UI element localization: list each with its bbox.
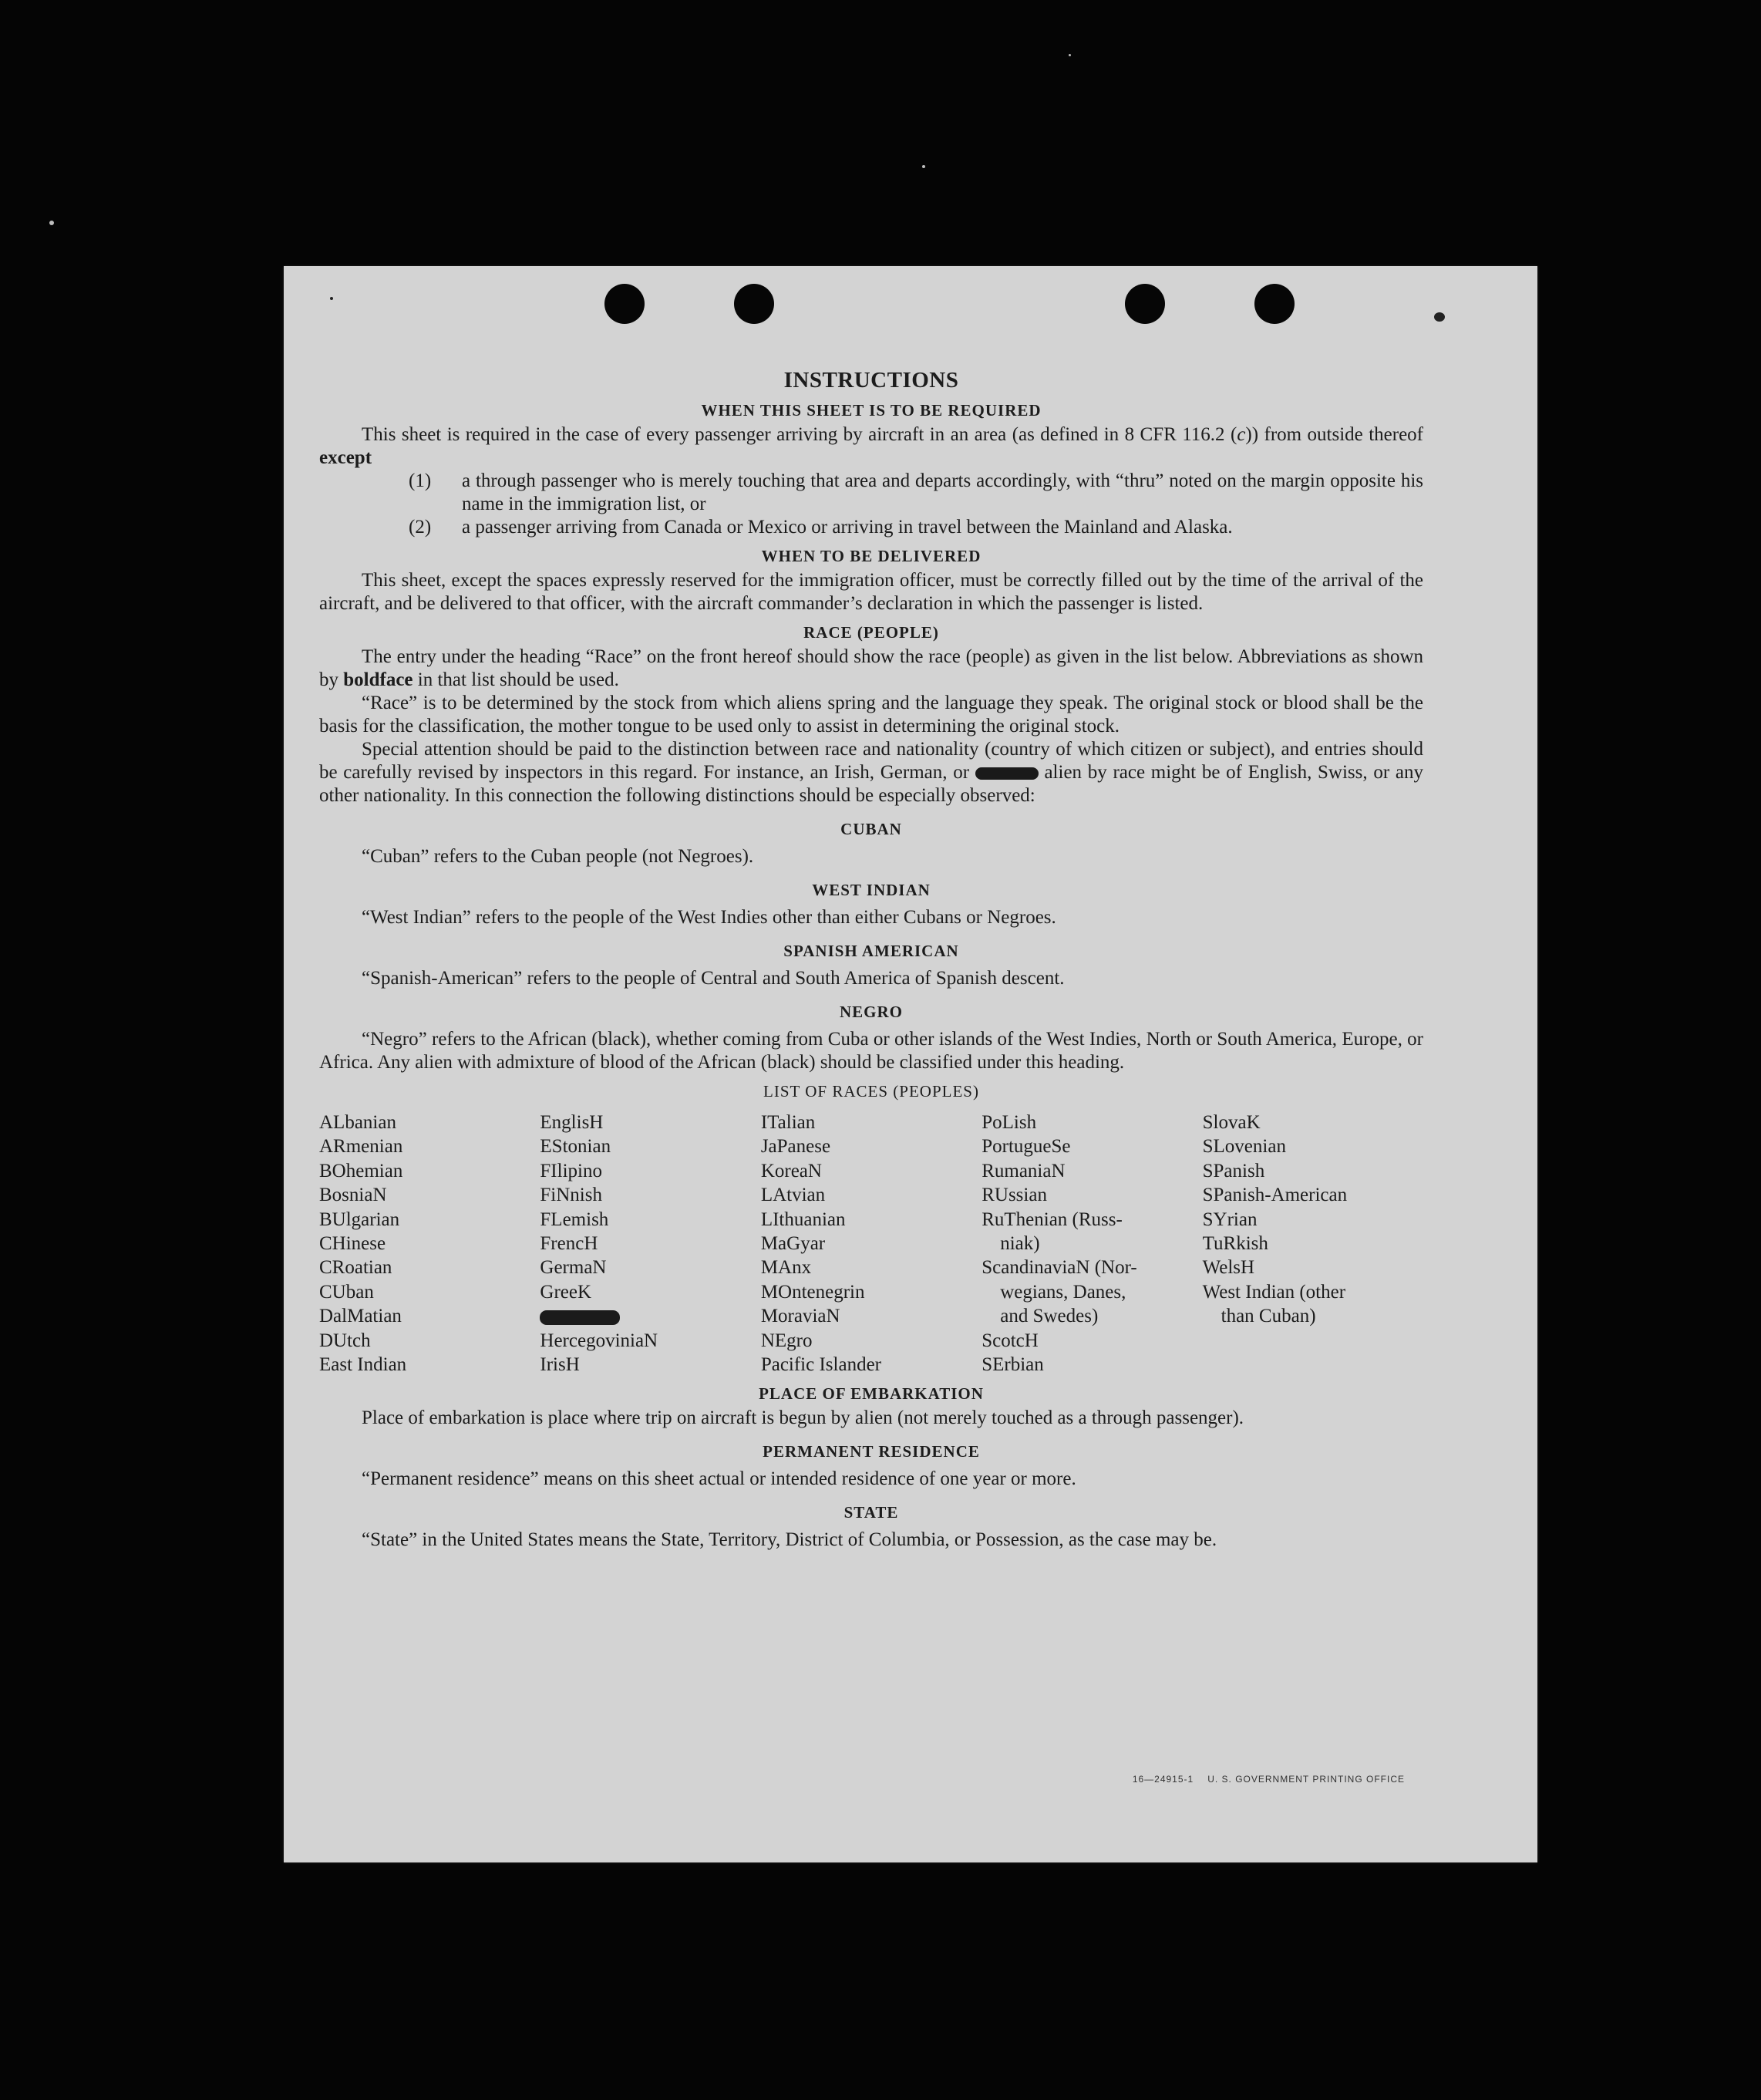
dust-speck: [49, 221, 54, 225]
race-entry: MAnx: [760, 1257, 812, 1279]
race-entry: Pacific Islander: [760, 1354, 881, 1376]
exception-item: [409, 516, 1423, 539]
race-entry: LIthuanian: [760, 1208, 846, 1230]
race-entry: MaGyar: [760, 1233, 826, 1255]
race-entry: WelsH: [1202, 1257, 1255, 1279]
ink-fleck: [1434, 312, 1445, 322]
race-entry: West Indian (other: [1202, 1281, 1346, 1303]
race-entry: SPanish-American: [1202, 1185, 1348, 1206]
section-heading: PERMANENT RESIDENCE: [763, 1442, 980, 1461]
race-list: [319, 1111, 1423, 1377]
paragraph: This sheet is required in the case of every passenger arriving by aircraft in an area (as defined in 8 CFR 116.2 (c)) from outside thereof except: [319, 424, 1423, 468]
printer-imprint: [1119, 1774, 1405, 1785]
race-entry: FrencH: [540, 1233, 598, 1255]
race-column: [1203, 1111, 1423, 1377]
paragraph: “Cuban” refers to the Cuban people (not Negroes).: [362, 846, 754, 867]
paragraph: Place of embarkation is place where trip on aircraft is begun by alien (not merely touched as a through passenger).: [362, 1407, 1244, 1429]
race-entry: SlovaK: [1202, 1112, 1261, 1133]
race-entry: GreeK: [540, 1281, 592, 1303]
form-code: 16—24915-1: [1132, 1774, 1194, 1785]
race-entry: MOntenegrin: [760, 1281, 865, 1303]
race-entry: DalMatian: [319, 1306, 402, 1327]
paragraph: “Spanish-American” refers to the people of Central and South America of Spanish descent.: [362, 968, 1065, 989]
race-entry: East Indian: [319, 1354, 407, 1376]
page-title: INSTRUCTIONS: [783, 368, 959, 393]
paragraph: “State” in the United States means the State, Territory, District of Columbia, or Possession, as the case may be.: [362, 1529, 1217, 1551]
race-entry: EStonian: [540, 1136, 611, 1158]
race-column: [982, 1111, 1202, 1377]
race-entry: ITalian: [760, 1112, 816, 1133]
race-entry: GermaN: [540, 1257, 607, 1279]
race-entry: BOhemian: [319, 1160, 403, 1181]
item-number: (2): [409, 517, 432, 538]
ink-smudge: [975, 767, 1039, 780]
paragraph: This sheet, except the spaces expressly reserved for the immigration officer, must be correctly filled out by the time of the arrival of the aircraft, and be delivered to that officer, with the aircraft commander’s declaration in which the passenger is listed.: [319, 570, 1423, 614]
section-heading: WHEN THIS SHEET IS TO BE REQUIRED: [701, 401, 1042, 420]
section-heading: SPANISH AMERICAN: [783, 942, 959, 960]
section-heading: PLACE OF EMBARKATION: [759, 1384, 984, 1404]
race-entry: CHinese: [319, 1233, 386, 1255]
race-entry: RumaniaN: [982, 1160, 1066, 1181]
race-entry: TuRkish: [1202, 1233, 1268, 1255]
race-entry: NEgro: [760, 1330, 813, 1351]
section-heading: NEGRO: [839, 1003, 903, 1021]
race-entry: BUlgarian: [319, 1208, 400, 1230]
dust-speck: [922, 165, 925, 168]
instruction-sheet: [284, 266, 1537, 1862]
race-entry: IrisH: [540, 1354, 580, 1376]
race-entry: EnglisH: [540, 1112, 604, 1133]
race-entry: SErbian: [982, 1354, 1044, 1376]
race-entry: PortugueSe: [982, 1136, 1071, 1158]
instructions-body: [319, 368, 1423, 1552]
race-entry: FiNnish: [540, 1185, 602, 1206]
punch-hole: [734, 284, 774, 324]
race-entry: SYrian: [1202, 1208, 1258, 1230]
section-heading: LIST OF RACES (PEOPLES): [763, 1082, 979, 1101]
section-heading: RACE (PEOPLE): [803, 623, 939, 642]
paragraph: The entry under the heading “Race” on the front hereof should show the race (people) as given in the list below. Abbreviations as shown by boldface in that list should be used.: [319, 646, 1423, 690]
item-number: (1): [409, 470, 432, 491]
redacted-race-entry: [540, 1304, 760, 1328]
section-heading: STATE: [843, 1503, 899, 1522]
race-entry: HercegoviniaN: [540, 1330, 658, 1351]
race-entry-continued: than Cuban): [1221, 1306, 1316, 1327]
ink-fleck: [330, 297, 333, 300]
race-entry: ARmenian: [319, 1136, 403, 1158]
race-entry: PoLish: [982, 1112, 1037, 1133]
punch-hole: [1125, 284, 1165, 324]
race-column: [761, 1111, 982, 1377]
dust-speck: [1069, 54, 1071, 56]
ink-smudge: [540, 1310, 620, 1325]
race-entry: KoreaN: [760, 1160, 822, 1181]
race-entry: SLovenian: [1202, 1136, 1286, 1158]
item-text: a through passenger who is merely touching that area and departs accordingly, with “thru” noted on the margin opposite his name in the immigration list, or: [462, 470, 1423, 514]
race-entry: FLemish: [540, 1208, 609, 1230]
race-entry: LAtvian: [760, 1185, 826, 1206]
punch-hole: [1254, 284, 1295, 324]
race-entry: RuThenian (Russ-: [982, 1208, 1123, 1230]
race-entry: ScotcH: [982, 1330, 1039, 1351]
paragraph: “Negro” refers to the African (black), whether coming from Cuba or other islands of the West Indies, North or South America, Europe, or Africa. Any alien with admixture of blood of the African (black) should be classified under this heading.: [319, 1029, 1423, 1073]
race-entry: DUtch: [319, 1330, 371, 1351]
race-entry-continued: niak): [1000, 1233, 1040, 1255]
race-entry: SPanish: [1202, 1160, 1265, 1181]
race-column: [540, 1111, 760, 1377]
section-heading: WHEN TO BE DELIVERED: [761, 547, 982, 565]
race-entry: ALbanian: [319, 1112, 396, 1133]
paragraph: “Permanent residence” means on this sheet actual or intended residence of one year or more.: [362, 1468, 1076, 1490]
paragraph: Special attention should be paid to the distinction between race and nationality (country of which citizen or subject), and entries should be carefully revised by inspectors in this regard. For instance, an Irish, German, or alien by race might be of English, Swiss, or any other nationality. In this connection the following distinctions should be especially observed:: [319, 739, 1423, 806]
race-entry: BosniaN: [319, 1185, 387, 1206]
race-column: [319, 1111, 540, 1377]
paragraph: “West Indian” refers to the people of the West Indies other than either Cubans or Negroes.: [362, 907, 1056, 928]
race-entry-continued: and Swedes): [1000, 1306, 1099, 1327]
race-entry: FIlipino: [540, 1160, 602, 1181]
section-heading: WEST INDIAN: [812, 881, 931, 899]
race-entry: RUssian: [982, 1185, 1047, 1206]
paragraph: “Race” is to be determined by the stock from which aliens spring and the language they speak. The original stock or blood shall be the basis for the classification, the mother tongue to be used only to assist in determining the original stock.: [319, 693, 1423, 737]
section-heading: CUBAN: [840, 820, 902, 838]
punch-hole: [604, 284, 645, 324]
printer-name: U. S. GOVERNMENT PRINTING OFFICE: [1207, 1774, 1405, 1785]
race-entry: ScandinaviaN (Nor-: [982, 1257, 1137, 1279]
race-entry-continued: wegians, Danes,: [1000, 1281, 1126, 1303]
race-entry: JaPanese: [760, 1136, 831, 1158]
exception-item: [409, 470, 1423, 516]
race-entry: CRoatian: [319, 1257, 392, 1279]
race-entry: CUban: [319, 1281, 374, 1303]
item-text: a passenger arriving from Canada or Mexico or arriving in travel between the Mainland and Alaska.: [462, 517, 1233, 538]
race-entry: MoraviaN: [760, 1306, 840, 1327]
